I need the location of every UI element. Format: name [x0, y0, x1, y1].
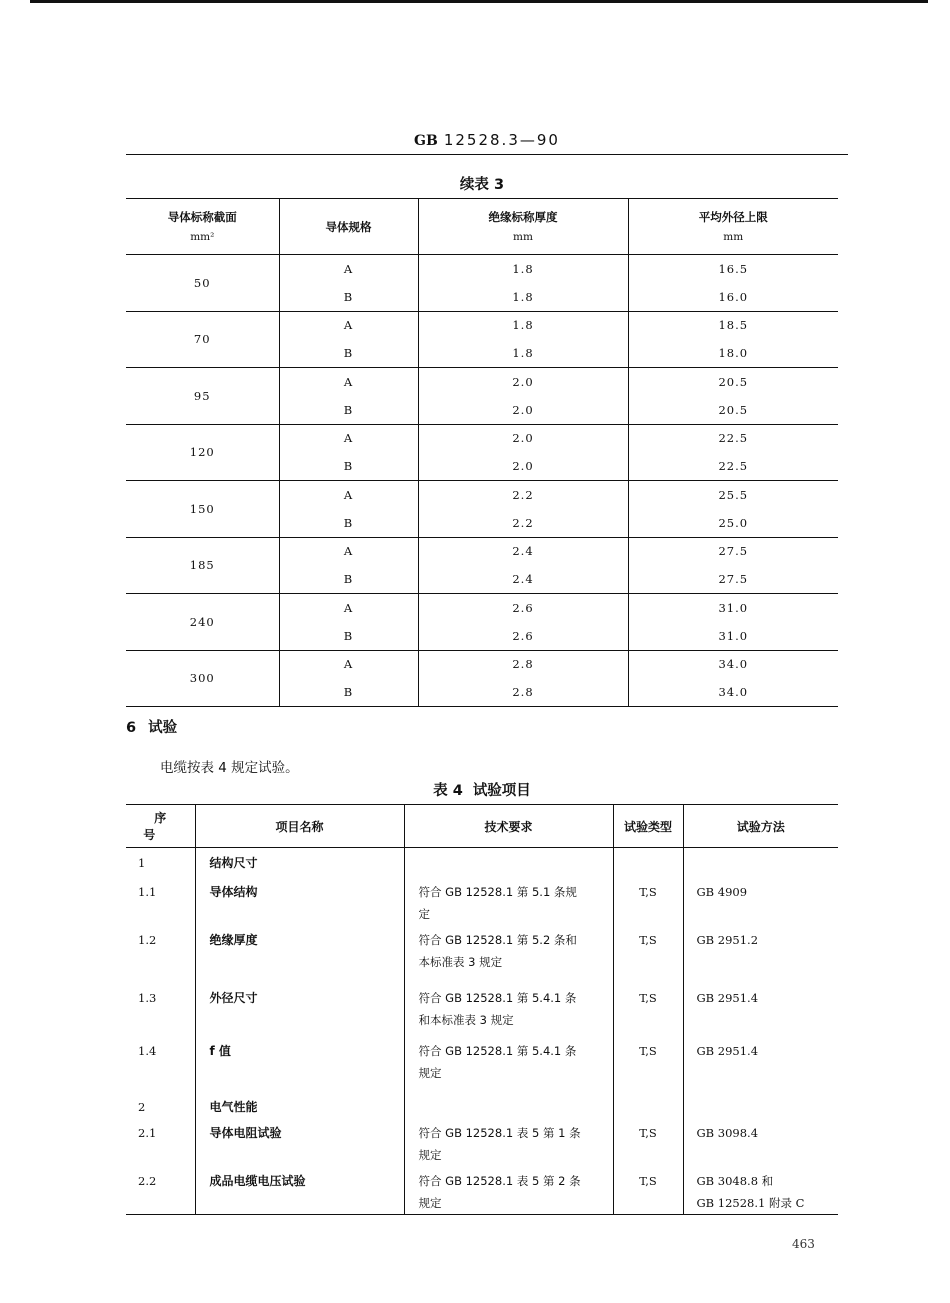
diameter-cell: 31.0 [628, 622, 838, 650]
section-title: 试验 [148, 720, 178, 736]
type-cell [613, 1092, 683, 1118]
table-row [126, 481, 838, 509]
table-row [126, 1118, 838, 1166]
method-cell: GB 3098.4 [683, 1118, 838, 1166]
type-cell: T,S [613, 1166, 683, 1215]
diameter-cell: 31.0 [628, 594, 838, 622]
diameter-cell: 27.5 [628, 537, 838, 565]
requirement-line: 符合 GB 12528.1 第 5.1 条规 [418, 884, 577, 899]
type-cell: T,S [613, 1036, 683, 1092]
no-cell: 1.4 [138, 1043, 157, 1058]
spec-cell: A [279, 424, 418, 452]
requirement-cell [404, 925, 613, 983]
name-cell: 电气性能 [195, 1092, 404, 1118]
table4-caption-label: 表 4 [433, 783, 463, 799]
thickness-cell: 2.0 [418, 368, 628, 396]
section-cell: 50 [126, 255, 279, 312]
header-section-label: 导体标称截面 [167, 209, 237, 224]
type-cell: T,S [613, 983, 683, 1036]
thickness-cell: 1.8 [418, 255, 628, 283]
diameter-cell: 20.5 [628, 396, 838, 424]
diameter-cell: 27.5 [628, 565, 838, 593]
spec-cell: A [279, 368, 418, 396]
type-cell: T,S [613, 877, 683, 925]
name-cell: 结构尺寸 [195, 848, 404, 877]
spec-cell: B [279, 622, 418, 650]
type-cell: T,S [613, 1118, 683, 1166]
section-cell: 70 [126, 311, 279, 368]
diameter-cell: 25.5 [628, 481, 838, 509]
table-row [126, 311, 838, 339]
header-diameter-label: 平均外径上限 [698, 209, 768, 224]
method-line: GB 3048.8 和 [696, 1173, 774, 1188]
requirement-line: 规定 [418, 1147, 442, 1162]
thickness-cell: 1.8 [418, 283, 628, 311]
spec-cell: A [279, 650, 418, 678]
page-number: 463 [792, 1237, 815, 1251]
no-cell: 1.3 [138, 990, 157, 1005]
spec-cell: A [279, 537, 418, 565]
table4 [126, 804, 838, 1215]
requirement-cell [404, 848, 613, 877]
requirement-cell [404, 877, 613, 925]
header-diameter-unit: mm [723, 230, 744, 243]
diameter-cell: 34.0 [628, 678, 838, 706]
spec-cell: B [279, 339, 418, 367]
section-heading [126, 716, 189, 737]
section-number: 6 [126, 720, 137, 736]
section-paragraph: 电缆按表 4 规定试验。 [160, 760, 299, 776]
thickness-cell: 2.2 [418, 509, 628, 537]
spec-cell: A [279, 594, 418, 622]
type-cell [613, 848, 683, 877]
requirement-line: 规定 [418, 1065, 442, 1080]
method-cell [683, 1092, 838, 1118]
requirement-line: 符合 GB 12528.1 第 5.2 条和 [418, 932, 577, 947]
table4-caption [126, 779, 838, 800]
table-row [126, 1092, 838, 1118]
thickness-cell: 2.6 [418, 622, 628, 650]
standard-number: 12528.3—90 [443, 131, 560, 149]
requirement-line: 规定 [418, 1195, 442, 1210]
header-section-unit: mm² [190, 230, 215, 243]
spec-cell: A [279, 255, 418, 283]
thickness-cell: 2.4 [418, 537, 628, 565]
diameter-cell: 16.5 [628, 255, 838, 283]
diameter-cell: 22.5 [628, 424, 838, 452]
thickness-cell: 1.8 [418, 311, 628, 339]
no-cell: 1.1 [138, 884, 157, 899]
spec-cell: B [279, 396, 418, 424]
requirement-line: 符合 GB 12528.1 表 5 第 2 条 [418, 1173, 581, 1188]
header-section [126, 199, 279, 255]
table3 [126, 198, 838, 707]
requirement-cell [404, 1036, 613, 1092]
section-cell: 95 [126, 368, 279, 425]
thickness-cell: 1.8 [418, 339, 628, 367]
method-cell: GB 2951.4 [683, 983, 838, 1036]
thickness-cell: 2.0 [418, 452, 628, 480]
top-border-rule [30, 0, 928, 3]
table-row [126, 1036, 838, 1092]
table-row [126, 983, 838, 1036]
method-cell: GB 4909 [683, 877, 838, 925]
table-row [126, 537, 838, 565]
header-method: 试验方法 [683, 805, 838, 848]
spec-cell: B [279, 509, 418, 537]
table3-header-row [126, 199, 838, 255]
thickness-cell: 2.0 [418, 396, 628, 424]
name-cell: 绝缘厚度 [195, 925, 404, 983]
table-row [126, 1166, 838, 1215]
name-cell: 成品电缆电压试验 [195, 1166, 404, 1215]
table-row [126, 594, 838, 622]
no-cell: 1.2 [138, 932, 157, 947]
standard-code: GB [414, 133, 438, 149]
table4-caption-title: 试验项目 [472, 783, 531, 799]
no-cell: 2 [138, 1099, 146, 1114]
spec-cell: B [279, 565, 418, 593]
thickness-cell: 2.8 [418, 678, 628, 706]
name-cell: 外径尺寸 [195, 983, 404, 1036]
requirement-cell [404, 1118, 613, 1166]
spec-cell: B [279, 283, 418, 311]
diameter-cell: 16.0 [628, 283, 838, 311]
section-cell: 120 [126, 424, 279, 481]
method-cell: GB 2951.4 [683, 1036, 838, 1092]
requirement-line: 符合 GB 12528.1 表 5 第 1 条 [418, 1125, 581, 1140]
name-cell: f 值 [195, 1036, 404, 1092]
method-cell: GB 2951.2 [683, 925, 838, 983]
thickness-cell: 2.2 [418, 481, 628, 509]
header-requirement: 技术要求 [404, 805, 613, 848]
spec-cell: A [279, 311, 418, 339]
table-row [126, 368, 838, 396]
diameter-cell: 25.0 [628, 509, 838, 537]
header-diameter [628, 199, 838, 255]
section-cell: 150 [126, 481, 279, 538]
thickness-cell: 2.0 [418, 424, 628, 452]
table-row [126, 925, 838, 983]
name-cell: 导体结构 [195, 877, 404, 925]
header-spec: 导体规格 [279, 199, 418, 255]
table-row [126, 848, 838, 877]
header-type: 试验类型 [613, 805, 683, 848]
requirement-cell [404, 983, 613, 1036]
diameter-cell: 18.5 [628, 311, 838, 339]
no-cell: 1 [138, 856, 146, 870]
method-cell [683, 1166, 838, 1215]
header-thickness [418, 199, 628, 255]
diameter-cell: 22.5 [628, 452, 838, 480]
thickness-cell: 2.6 [418, 594, 628, 622]
document-header [126, 128, 848, 155]
requirement-line: 和本标准表 3 规定 [418, 1012, 514, 1027]
thickness-cell: 2.8 [418, 650, 628, 678]
diameter-cell: 34.0 [628, 650, 838, 678]
requirement-line: 符合 GB 12528.1 第 5.4.1 条 [418, 1043, 577, 1058]
method-cell [683, 848, 838, 877]
table-row [126, 255, 838, 283]
table4-header-row [126, 805, 838, 848]
table-row [126, 877, 838, 925]
type-cell: T,S [613, 925, 683, 983]
header-name: 项目名称 [195, 805, 404, 848]
header-thickness-label: 绝缘标称厚度 [488, 209, 558, 224]
diameter-cell: 20.5 [628, 368, 838, 396]
requirement-line: 符合 GB 12528.1 第 5.4.1 条 [418, 990, 577, 1005]
table-row [126, 424, 838, 452]
spec-cell: B [279, 452, 418, 480]
no-cell: 2.1 [138, 1125, 157, 1140]
section-cell: 300 [126, 650, 279, 707]
thickness-cell: 2.4 [418, 565, 628, 593]
name-cell: 导体电阻试验 [195, 1118, 404, 1166]
requirement-cell [404, 1166, 613, 1215]
table-row [126, 650, 838, 678]
header-no: 序号 [126, 805, 195, 848]
spec-cell: B [279, 678, 418, 706]
table3-caption: 续表 3 [459, 177, 505, 193]
section-cell: 185 [126, 537, 279, 594]
requirement-line: 定 [418, 906, 430, 921]
no-cell: 2.2 [126, 1166, 195, 1215]
section-cell: 240 [126, 594, 279, 651]
requirement-cell [404, 1092, 613, 1118]
diameter-cell: 18.0 [628, 339, 838, 367]
spec-cell: A [279, 481, 418, 509]
header-thickness-unit: mm [513, 230, 533, 243]
method-line: GB 12528.1 附录 C [696, 1195, 805, 1210]
requirement-line: 本标准表 3 规定 [418, 954, 503, 969]
